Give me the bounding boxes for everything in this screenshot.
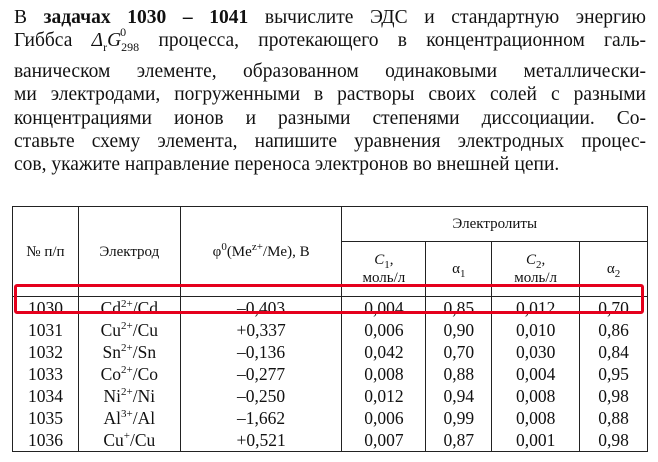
cell-c1: 0,042 [342,341,426,363]
cell-number: 1030 [13,297,79,320]
cell-number: 1033 [13,363,79,385]
text-line-1: В задачах 1030 – 1041 вычислите ЭДС и стандартную энергию [14,7,647,28]
cell-electrode: $Ni^{2+}/Ni$ [78,385,180,407]
header-alpha1: $\alpha_1$ [426,242,492,297]
cell-electrode: $Cu^{2+}/Cu$ [78,319,180,341]
table-row [13,407,648,429]
cell-alpha1: 0,94 [426,385,492,407]
cell-alpha2: 0,88 [580,407,648,429]
text-line-5: концентрациями ионов и разными степенями диссоциации. Со- [14,107,646,129]
header-potential: $\varphi^0(Me^{z+}/Me)$, В [180,207,342,297]
header-number: № п/п [13,207,79,297]
cell-electrode: $Co^{2+}/Co$ [78,363,180,385]
cell-c1: 0,012 [342,385,426,407]
header-c2: $C_2$, моль/л [492,242,580,297]
cell-alpha2: 0,98 [580,429,648,452]
cell-alpha2: 0,95 [580,363,648,385]
text-line-3: ваническом элементе, образованном одинаковыми металлически- [14,60,646,82]
cell-potential: –0,250 [180,385,342,407]
table-row [13,363,648,385]
data-table [12,206,648,452]
table-row [13,319,648,341]
cell-c2: 0,030 [492,341,580,363]
cell-number: 1032 [13,341,79,363]
table-row [13,385,648,407]
text-line-2: Гиббса $\Delta_rG$ 0 $_{298}$ процесса, протекающего в концентрационном галь- [14,25,646,55]
cell-alpha1: 0,90 [426,319,492,341]
cell-electrode: Cu+/Cu [78,429,180,452]
cell-c2: 0,012 [492,297,580,320]
cell-alpha2: 0,98 [580,385,648,407]
cell-potential: –1,662 [180,407,342,429]
problem-range: задачах 1030 – 1041 [43,7,249,28]
cell-c2: 0,008 [492,407,580,429]
text-line-6: ставьте схему элемента, напишите уравнения электродных процес- [14,131,646,153]
cell-alpha1: 0,88 [426,363,492,385]
cell-number: 1034 [13,385,79,407]
cell-c2: 0,010 [492,319,580,341]
cell-c1: 0,008 [342,363,426,385]
cell-alpha2: 0,86 [580,319,648,341]
table-row [13,297,648,320]
table-row [13,429,648,452]
cell-c1: 0,006 [342,407,426,429]
cell-c1: 0,006 [342,319,426,341]
cell-c2: 0,008 [492,385,580,407]
cell-alpha1: 0,85 [426,297,492,320]
text-line-4: ми электродами, погруженными в растворы своих солей с разными [14,84,646,106]
cell-alpha1: 0,70 [426,341,492,363]
cell-c2: 0,001 [492,429,580,452]
header-electrode: Электрод [78,207,180,297]
gibbs-symbol: $\Delta_rG$ 0 $_{298}$ [91,25,140,55]
header-alpha2: $\alpha_2$ [580,242,648,297]
cell-potential: +0,521 [180,429,342,452]
cell-electrode: $Al^{3+}/Al$ [78,407,180,429]
cell-potential: –0,136 [180,341,342,363]
cell-c2: 0,004 [492,363,580,385]
cell-potential: +0,337 [180,319,342,341]
header-electrolytes: Электролиты [342,207,648,242]
cell-number: 1036 [13,429,79,452]
cell-number: 1035 [13,407,79,429]
cell-electrode: $Cd^{2+}/Cd$ [78,297,180,320]
cell-potential: –0,277 [180,363,342,385]
cell-c1: 0,004 [342,297,426,320]
cell-alpha2: 0,70 [580,297,648,320]
cell-potential: –0,403 [180,297,342,320]
header-c1: $C_1$, моль/л [342,242,426,297]
cell-electrode: $Sn^{2+}/Sn$ [78,341,180,363]
cell-alpha2: 0,84 [580,341,648,363]
table-row [13,341,648,363]
cell-alpha1: 0,99 [426,407,492,429]
text-line-7: сов, укажите направление переноса электронов во внешней цепи. [14,154,560,176]
problem-text [14,6,646,177]
cell-c1: 0,007 [342,429,426,452]
cell-number: 1031 [13,319,79,341]
cell-alpha1: 0,87 [426,429,492,452]
